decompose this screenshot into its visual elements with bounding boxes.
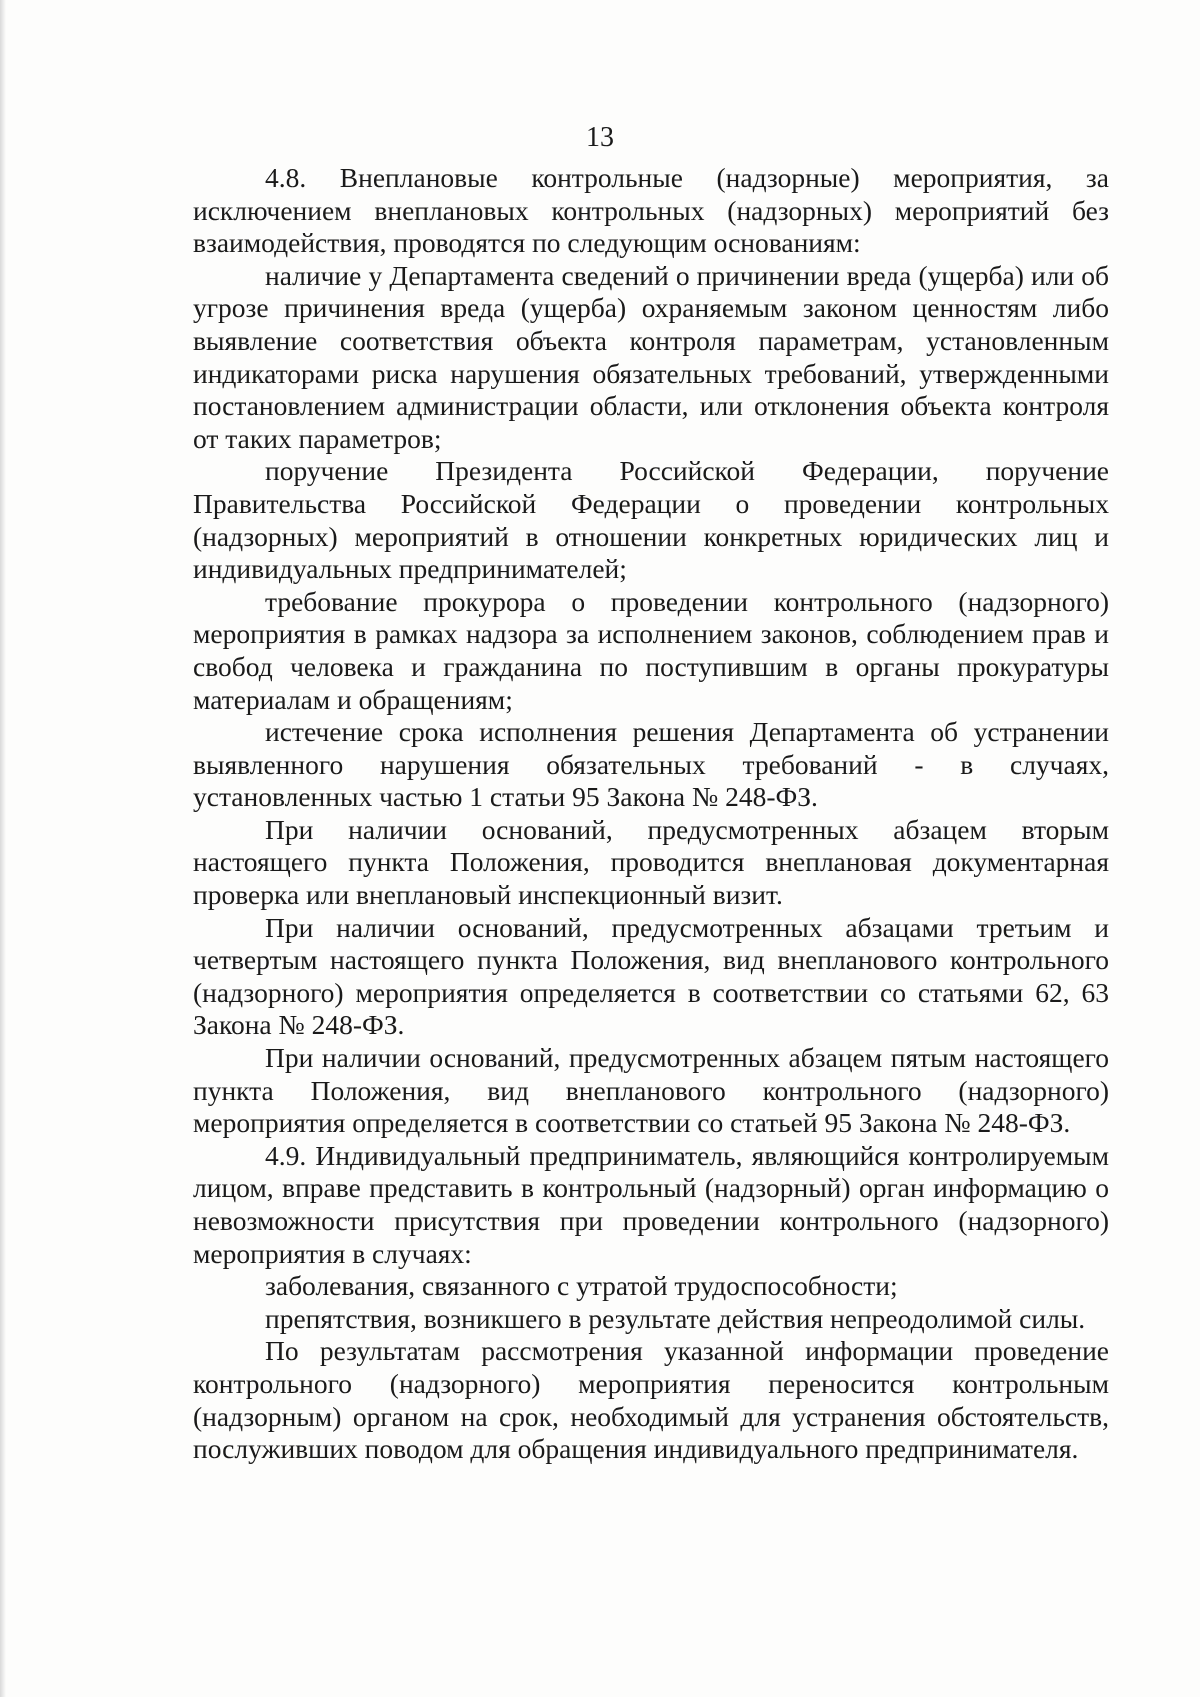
paragraph-case-force-majeure: препятствия, возникшего в результате действия непреодолимой силы. — [265, 1302, 1086, 1334]
scan-edge-shadow — [0, 0, 6, 1697]
paragraph-case-illness: заболевания, связанного с утратой трудоспособности; — [265, 1270, 898, 1302]
paragraph-ground-order: поручение Президента Российской Федерации, поручение Правительства Российской Федерации о проведении контрольных (надзорных) мероприятий в отношении конкретных юридических лиц и индивидуальных предпринимателей; — [193, 455, 1109, 585]
paragraph-ground-harm: наличие у Департамента сведений о причинении вреда (ущерба) или об угрозе причинения вреда (ущерба) охраняемым законом ценностям либо выявление соответствия объекта контроля параметрам, установленным индикаторами риска нарушения обязательных требований, утвержденными постановлением администрации области, или отклонения объекта контроля от таких параметров; — [193, 259, 1109, 454]
paragraph-4-8: 4.8. Внеплановые контрольные (надзорные) мероприятия, за исключением внеплановых контрольных (надзорных) мероприятий без взаимодействия, проводятся по следующим основаниям: — [193, 162, 1109, 259]
document-body — [193, 162, 1109, 1466]
page-number: 13 — [586, 122, 614, 153]
paragraph-postponement: По результатам рассмотрения указанной информации проведение контрольного (надзорного) мероприятия переносится контрольным (надзорным) органом на срок, необходимый для устранения обстоятельств, послуживших поводом для обращения индивидуального предпринимателя. — [193, 1335, 1109, 1465]
paragraph-ground-prosecutor: требование прокурора о проведении контрольного (надзорного) мероприятия в рамках надзора за исполнением законов, соблюдением прав и свобод человека и гражданина по поступившим в органы прокуратуры материалам и обращениям; — [193, 585, 1109, 715]
paragraph-inspection-type-2: При наличии оснований, предусмотренных абзацами третьим и четвертым настоящего пункта Положения, вид внепланового контрольного (надзорного) мероприятия определяется в соответствии со статьями 62, 63 Закона № 248-ФЗ. — [193, 911, 1109, 1041]
paragraph-inspection-type-1: При наличии оснований, предусмотренных абзацем вторым настоящего пункта Положения, проводится внеплановая документарная проверка или внеплановый инспекционный визит. — [193, 813, 1109, 911]
paragraph-inspection-type-3: При наличии оснований, предусмотренных абзацем пятым настоящего пункта Положения, вид внепланового контрольного (надзорного) мероприятия определяется в соответствии со статьей 95 Закона № 248-ФЗ. — [193, 1042, 1109, 1139]
paragraph-4-9: 4.9. Индивидуальный предприниматель, являющийся контролируемым лицом, вправе представить в контрольный (надзорный) орган информацию о невозможности присутствия при проведении контрольного (надзорного) мероприятия в случаях: — [193, 1139, 1109, 1269]
paragraph-ground-deadline: истечение срока исполнения решения Департамента об устранении выявленного нарушения обязательных требований - в случаях, установленных частью 1 статьи 95 Закона № 248-ФЗ. — [193, 716, 1109, 813]
